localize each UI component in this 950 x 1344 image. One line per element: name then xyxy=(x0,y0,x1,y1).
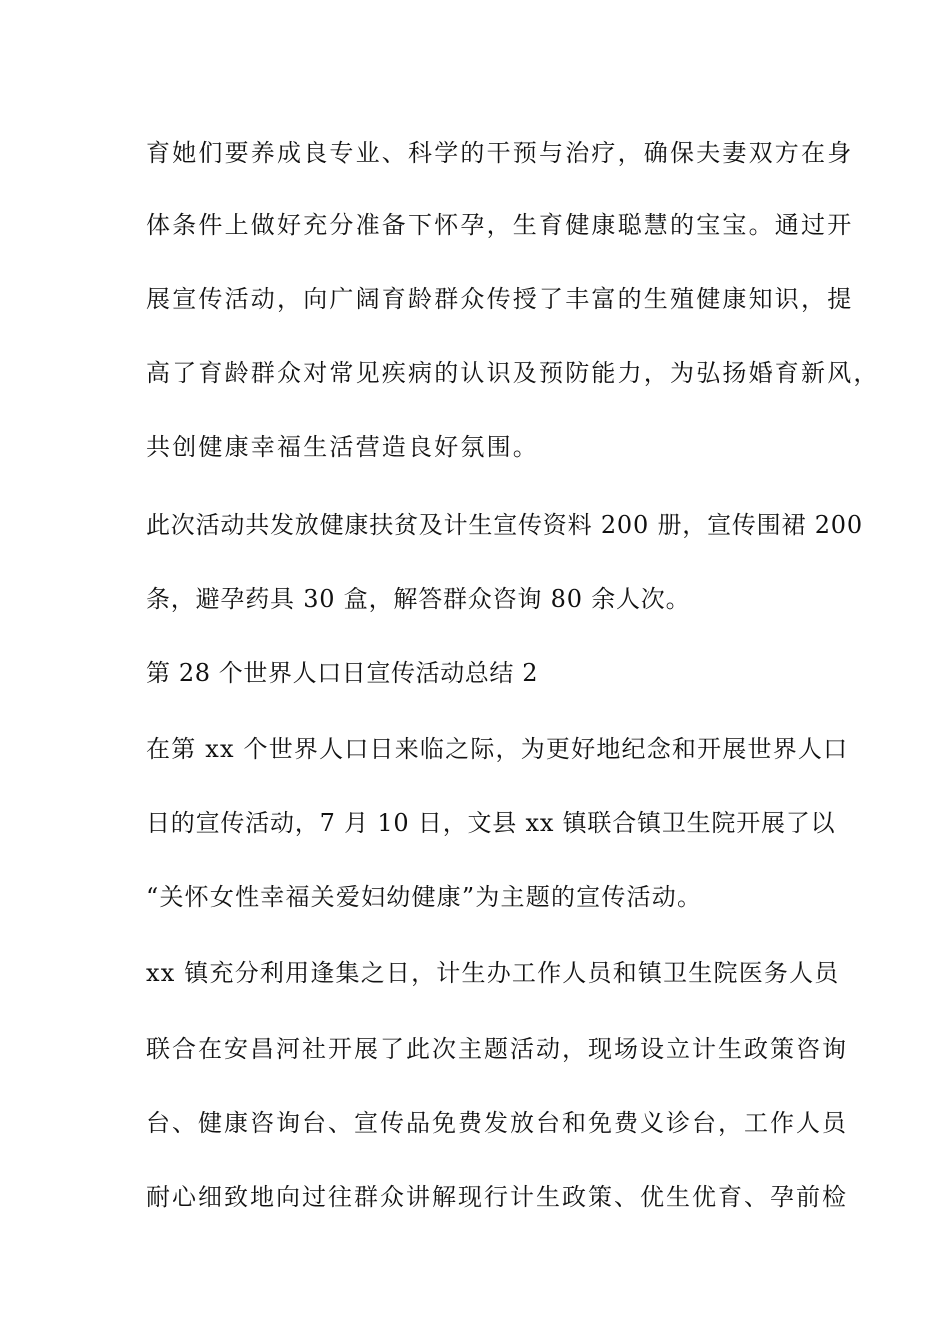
paragraph-1-line-1: 育她们要养成良专业、科学的干预与治疗，确保夫妻双方在身 xyxy=(146,139,854,167)
section-heading: 第 28 个世界人口日宣传活动总结 2 xyxy=(146,659,539,687)
paragraph-3-line-3: “关怀女性幸福关爱妇幼健康”为主题的宣传活动。 xyxy=(146,883,703,911)
paragraph-1-line-4: 高了育龄群众对常见疾病的认识及预防能力，为弘扬婚育新风， xyxy=(146,359,880,387)
paragraph-4-line-2: 联合在安昌河社开展了此次主题活动，现场设立计生政策咨询 xyxy=(146,1035,848,1063)
paragraph-3-line-2: 日的宣传活动，7 月 10 日，文县 xx 镇联合镇卫生院开展了以 xyxy=(146,809,836,837)
paragraph-1-line-2: 体条件上做好充分准备下怀孕，生育健康聪慧的宝宝。通过开 xyxy=(146,211,854,239)
paragraph-4-line-4: 耐心细致地向过往群众讲解现行计生政策、优生优育、孕前检 xyxy=(146,1183,848,1211)
paragraph-4-line-3: 台、健康咨询台、宣传品免费发放台和免费义诊台，工作人员 xyxy=(146,1109,848,1137)
paragraph-2-line-1: 此次活动共发放健康扶贫及计生宣传资料 200 册，宣传围裙 200 xyxy=(146,511,863,539)
paragraph-1-line-5: 共创健康幸福生活营造良好氛围。 xyxy=(146,433,539,461)
paragraph-4-line-1: xx 镇充分利用逢集之日，计生办工作人员和镇卫生院医务人员 xyxy=(146,959,840,987)
paragraph-1-line-3: 展宣传活动，向广阔育龄群众传授了丰富的生殖健康知识，提 xyxy=(146,285,854,313)
paragraph-2-line-2: 条，避孕药具 30 盒，解答群众咨询 80 余人次。 xyxy=(146,585,691,613)
paragraph-3-line-1: 在第 xx 个世界人口日来临之际，为更好地纪念和开展世界人口 xyxy=(146,735,849,763)
